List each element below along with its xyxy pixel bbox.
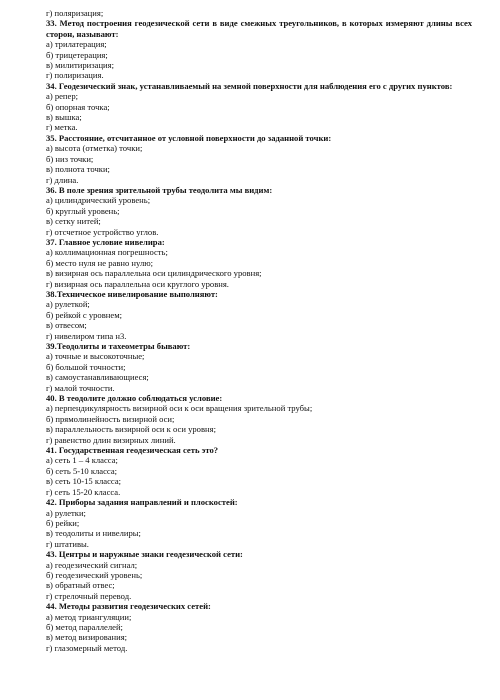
- answer-option: г) нивелиром типа н3.: [46, 330, 127, 341]
- answer-option: в) сеть 10-15 класса;: [46, 476, 122, 487]
- answer-option: б) геодезический уровень;: [46, 569, 143, 580]
- answer-option: а) коллимационная погрешность;: [46, 247, 168, 258]
- answer-option: б) рейки;: [46, 517, 80, 528]
- answer-option: в) милитиризация;: [46, 60, 114, 71]
- answer-option: а) цилиндрический уровень;: [46, 195, 151, 206]
- answer-option: в) вышка;: [46, 112, 82, 123]
- question-block: [46, 393, 474, 445]
- question-text: 37. Главное условие нивелира:: [46, 236, 165, 247]
- question-text: 41. Государственная геодезическая сеть это?: [46, 445, 219, 456]
- question-text: 35. Расстояние, отсчитанное от условной поверхности до заданной точки:: [46, 132, 332, 143]
- answer-option: в) полнота точки;: [46, 164, 110, 175]
- question-text: 36. В поле зрения зрительной трубы теодолита мы видим:: [46, 184, 273, 195]
- question-text: 44. Методы развития геодезических сетей:: [46, 601, 211, 612]
- question-block: [46, 445, 474, 497]
- answer-option: а) геодезический сигнал;: [46, 559, 138, 570]
- question-text: 33. Метод построения геодезической сети в виде смежных треугольников, в которых измеряют длины всех сторон, называют:: [46, 18, 472, 39]
- answer-option: в) теодолиты и нивелиры;: [46, 528, 141, 539]
- answer-option: г) длина.: [46, 174, 79, 185]
- answer-option: г) отсчетное устройство углов.: [46, 226, 159, 237]
- answer-option: б) рейкой с уровнем;: [46, 309, 123, 320]
- question-text: 40. В теодолите должно соблюдаться условие:: [46, 393, 223, 404]
- question-text: 34. Геодезический знак, устанавливаемый на земной поверхности для наблюдения его с других пунктов:: [46, 80, 453, 91]
- question-text: 39.Теодолиты и тахеометры бывают:: [46, 341, 191, 351]
- answer-option: в) самоустанавливающиеся;: [46, 372, 149, 383]
- answer-option: в) отвесом;: [46, 320, 87, 331]
- question-text: 42. Приборы задания направлений и плоскостей:: [46, 497, 238, 508]
- answer-option: б) прямолинейность визирной оси;: [46, 413, 175, 424]
- answer-option: в) визирная ось параллельна оси цилиндрического уровня;: [46, 268, 262, 279]
- answer-option: б) низ точки;: [46, 153, 94, 164]
- answer-option: г) сеть 15-20 класса.: [46, 486, 121, 497]
- answer-option: б) большой точности;: [46, 361, 126, 372]
- answer-option: г) метка.: [46, 122, 78, 133]
- lead-option: г) поляризация;: [46, 8, 104, 18]
- answer-option: б) сеть 5-10 класса;: [46, 465, 118, 476]
- answer-option: б) опорная точка;: [46, 101, 110, 112]
- question-block: [46, 81, 474, 133]
- question-text: 38.Техническое нивелирование выполняют:: [46, 288, 218, 299]
- answer-option: а) сеть 1 – 4 класса;: [46, 455, 118, 466]
- answer-option: а) трилатерация;: [46, 39, 107, 50]
- answer-option: г) стрелочный перевод.: [46, 590, 132, 601]
- answer-option: а) высота (отметка) точки;: [46, 143, 143, 154]
- answer-option: г) визирная ось параллельна оси круглого уровня.: [46, 278, 229, 289]
- answer-option: г) глазомерный метод.: [46, 642, 128, 653]
- answer-option: в) сетку нитей;: [46, 216, 101, 227]
- question-block: [46, 18, 474, 80]
- question-block: [46, 133, 474, 185]
- answer-option: а) точные и высокоточные;: [46, 351, 145, 362]
- answer-option: б) трицетерация;: [46, 49, 108, 60]
- question-block: [46, 601, 474, 653]
- question-block: [46, 237, 474, 289]
- answer-option: б) круглый уровень;: [46, 205, 120, 216]
- answer-option: б) место нуля не равно нулю;: [46, 257, 154, 268]
- answer-option: а) метод триангуляции;: [46, 611, 132, 622]
- answer-option: г) малой точности.: [46, 382, 115, 393]
- question-block: [46, 497, 474, 549]
- answer-option: б) метод параллелей;: [46, 621, 123, 632]
- answer-option: а) перпендикулярность визирной оси к оси вращения зрительной трубы;: [46, 403, 313, 414]
- question-block: [46, 185, 474, 237]
- question-block: [46, 341, 474, 393]
- answer-option: в) метод визирования;: [46, 632, 128, 643]
- answer-option: а) рулеткой;: [46, 299, 90, 310]
- answer-option: в) обратный отвес;: [46, 580, 115, 591]
- question-text: 43. Центры и наружные знаки геодезической сети:: [46, 549, 243, 560]
- question-list: [46, 18, 474, 653]
- question-block: [46, 289, 474, 341]
- answer-option: г) штативы.: [46, 538, 89, 549]
- answer-option: а) рулетки;: [46, 507, 86, 518]
- answer-option: в) параллельность визирной оси к оси уровня;: [46, 424, 216, 435]
- answer-option: а) репер;: [46, 91, 79, 102]
- answer-option: г) равенство длин визирных линий.: [46, 434, 176, 445]
- question-block: [46, 549, 474, 601]
- answer-option: г) полиризация.: [46, 70, 104, 81]
